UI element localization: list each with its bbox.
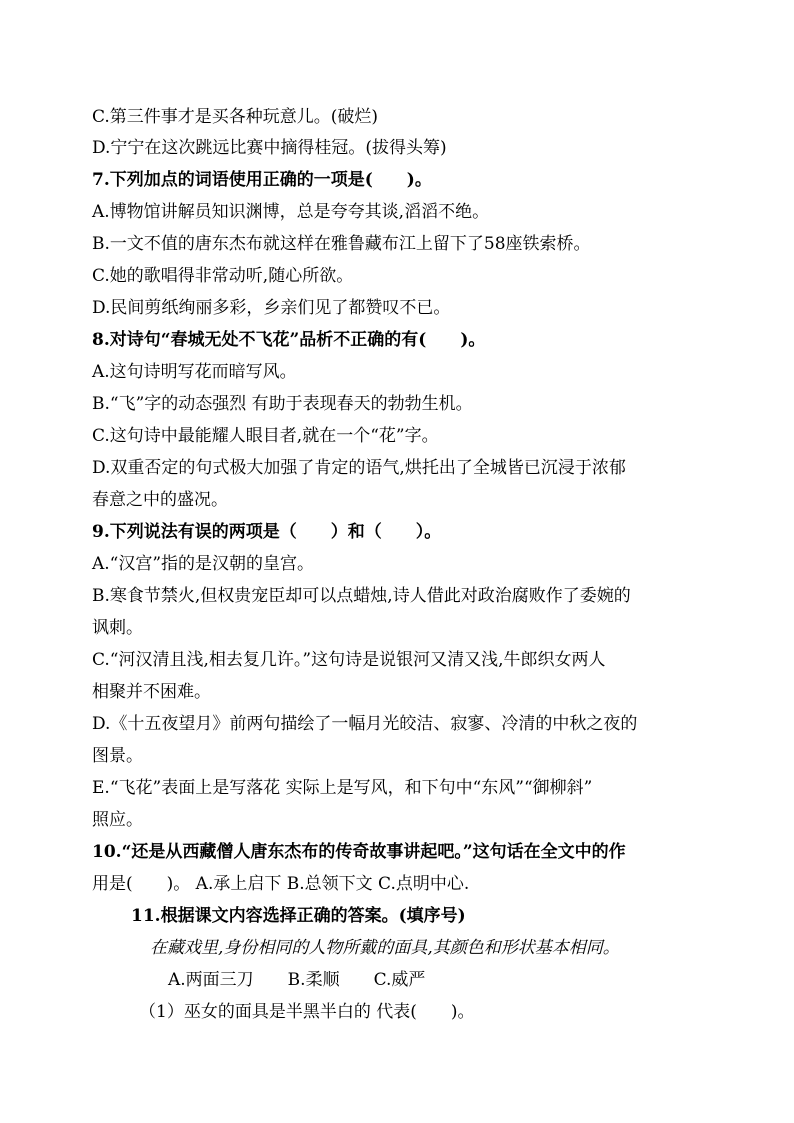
option-line: E.“飞花”表面上是写落花 实际上是写风，和下句中“东风”“御柳斜” <box>92 778 593 798</box>
question-8-stem: 8.对诗句“春城无处不飞花”品析不正确的有( )。 <box>92 330 486 350</box>
option-line-continued: 照应。 <box>92 810 143 830</box>
question-7-stem: 7.下列加点的词语使用正确的一项是( )。 <box>92 170 432 190</box>
option-line: C.她的歌唱得非常动听,随心所欲。 <box>92 266 354 286</box>
option-line-continued: 春意之中的盛况。 <box>92 490 228 510</box>
option-line-continued: 相聚并不困难。 <box>92 682 211 702</box>
question-10-stem: 10.“还是从西藏僧人唐东杰布的传奇故事讲起吧。”这句话在全文中的作 <box>92 842 626 862</box>
option-line: C.这句诗中最能耀人眼目者,就在一个“花”字。 <box>92 426 439 446</box>
question-9-stem: 9.下列说法有误的两项是（ ）和（ ）。 <box>92 522 442 542</box>
option-line: D.双重否定的句式极大加强了肯定的语气,烘托出了全城皆已沉浸于浓郁 <box>92 458 626 478</box>
option-line: B.寒食节禁火,但权贵宠臣却可以点蜡烛,诗人借此对政治腐败作了委婉的 <box>92 586 631 606</box>
option-line-continued: 图景。 <box>92 746 143 766</box>
option-line: D.民间剪纸绚丽多彩，乡亲们见了都赞叹不已。 <box>92 298 451 318</box>
option-line: C.第三件事才是买各种玩意儿。(破烂) <box>92 107 379 127</box>
option-line: D.宁宁在这次跳远比赛中摘得桂冠。(拔得头筹) <box>92 138 447 158</box>
question-11-note: 在藏戏里,身份相同的人物所戴的面具,其颜色和形状基本相同。 <box>150 938 620 958</box>
question-11-choices: A.两面三刀 B.柔顺 C.威严 <box>168 970 426 990</box>
option-line: A.“汉宫”指的是汉朝的皇宫。 <box>92 554 315 574</box>
option-line: A.博物馆讲解员知识渊博，总是夸夸其谈,滔滔不绝。 <box>92 202 490 222</box>
option-line: C.“河汉清且浅,相去复几许。”这句诗是说银河又清又浅,牛郎织女两人 <box>92 650 606 670</box>
option-line-continued: 讽刺。 <box>92 618 143 638</box>
option-line: D.《十五夜望月》前两句描绘了一幅月光皎洁、寂寥、冷清的中秋之夜的 <box>92 714 638 734</box>
question-11-stem: 11.根据课文内容选择正确的答案。(填序号) <box>131 906 466 926</box>
question-10-options: 用是( )。 A.承上启下 B.总领下文 C.点明中心. <box>92 874 470 894</box>
option-line: B.一文不值的唐东杰布就这样在雅鲁藏布江上留下了58座铁索桥。 <box>92 234 591 254</box>
option-line: B.“飞”字的动态强烈 有助于表现春天的勃勃生机。 <box>92 394 473 414</box>
option-line: A.这句诗明写花而暗写风。 <box>92 362 297 382</box>
question-11-item-1: （1）巫女的面具是半黑半白的 代表( )。 <box>139 1002 475 1022</box>
